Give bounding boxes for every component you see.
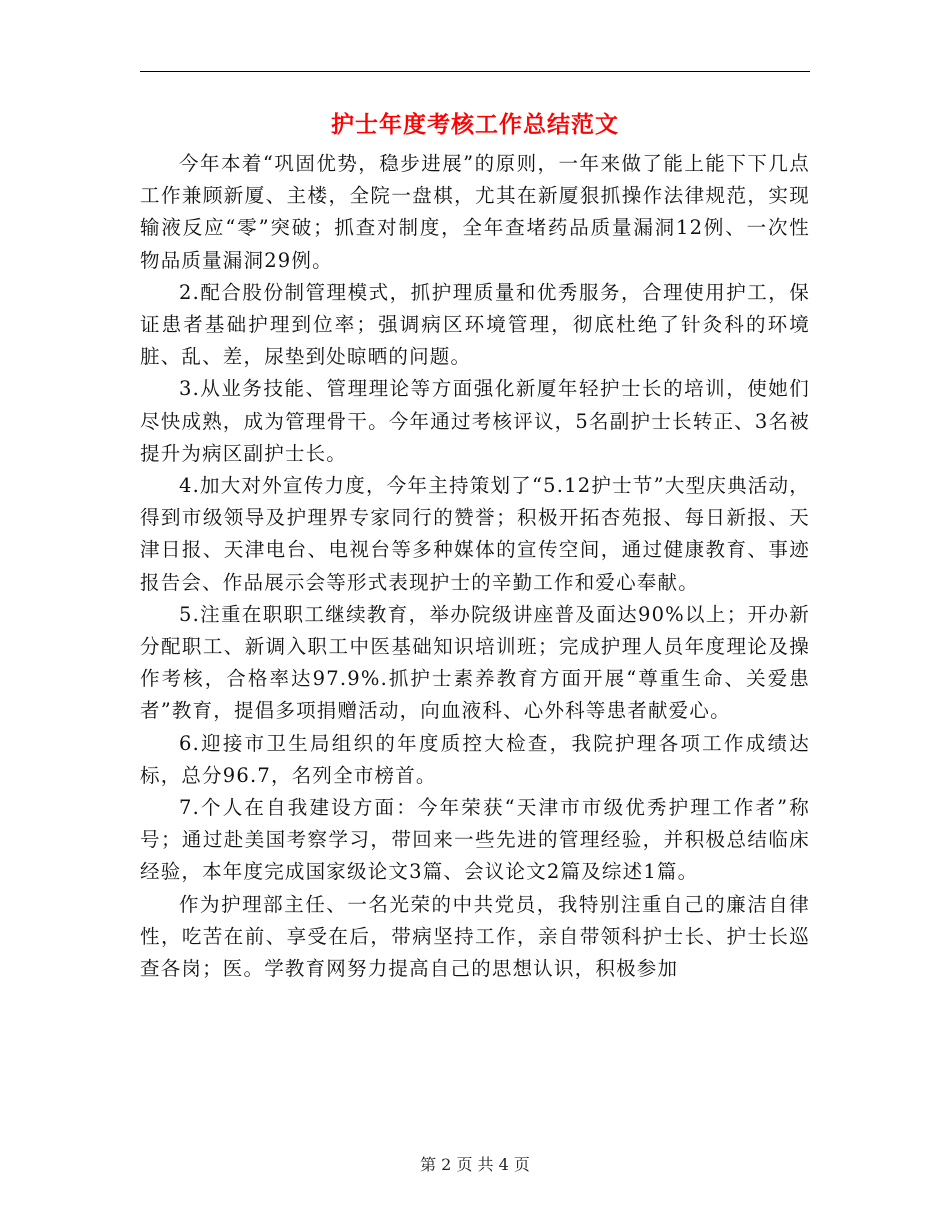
header-rule [140,71,810,72]
paragraph-item-2: 2.配合股份制管理模式，抓护理质量和优秀服务，合理使用护工，保证患者基础护理到位率；强调病区环境管理，彻底杜绝了针灸科的环境脏、乱、差，尿垫到处晾晒的问题。 [140,280,810,369]
paragraph-intro: 今年本着“巩固优势，稳步进展”的原则，一年来做了能上能下下几点工作兼顾新厦、主楼，全院一盘棋，尤其在新厦狠抓操作法律规范，实现输液反应“零”突破；抓查对制度，全年查堵药品质量漏洞12例、一次性物品质量漏洞29例。 [140,152,810,272]
document-body [140,148,810,985]
paragraph-item-6: 6.迎接市卫生局组织的年度质控大检查，我院护理各项工作成绩达标，总分96.7，名列全市榜首。 [140,731,810,787]
paragraph-item-5: 5.注重在职职工继续教育，举办院级讲座普及面达90%以上；开办新分配职工、新调入职工中医基础知识培训班；完成护理人员年度理论及操作考核，合格率达97.9%.抓护士素养教育方面开展“尊重生命、关爱患者”教育，提倡多项捐赠活动，向血液科、心外科等患者献爱心。 [140,602,810,723]
paragraph-item-3: 3.从业务技能、管理理论等方面强化新厦年轻护士长的培训，使她们尽快成熟，成为管理骨干。今年通过考核评议，5名副护士长转正、3名被提升为病区副护士长。 [140,377,810,465]
document-title: 护士年度考核工作总结范文 [331,111,619,138]
page-number-footer: 第 2 页 共 4 页 [420,1155,530,1174]
paragraph-item-4: 4.加大对外宣传力度，今年主持策划了“5.12护士节”大型庆典活动，得到市级领导及护理界专家同行的赞誉；积极开拓杏苑报、每日新报、天津日报、天津电台、电视台等多种媒体的宣传空间，通过健康教育、事迹报告会、作品展示会等形式表现护士的辛勤工作和爱心奉献。 [140,474,810,594]
paragraph-closing: 作为护理部主任、一名光荣的中共党员，我特别注重自己的廉洁自律性，吃苦在前、享受在后，带病坚持工作，亲自带领科护士长、护士长巡查各岗；医。学教育网努力提高自己的思想认识，积极参加 [140,892,810,981]
paragraph-item-7: 7.个人在自我建设方面：今年荣获“天津市市级优秀护理工作者”称号；通过赴美国考察学习，带回来一些先进的管理经验，并积极总结临床经验，本年度完成国家级论文3篇、会议论文2篇及综述1篇。 [140,796,810,884]
